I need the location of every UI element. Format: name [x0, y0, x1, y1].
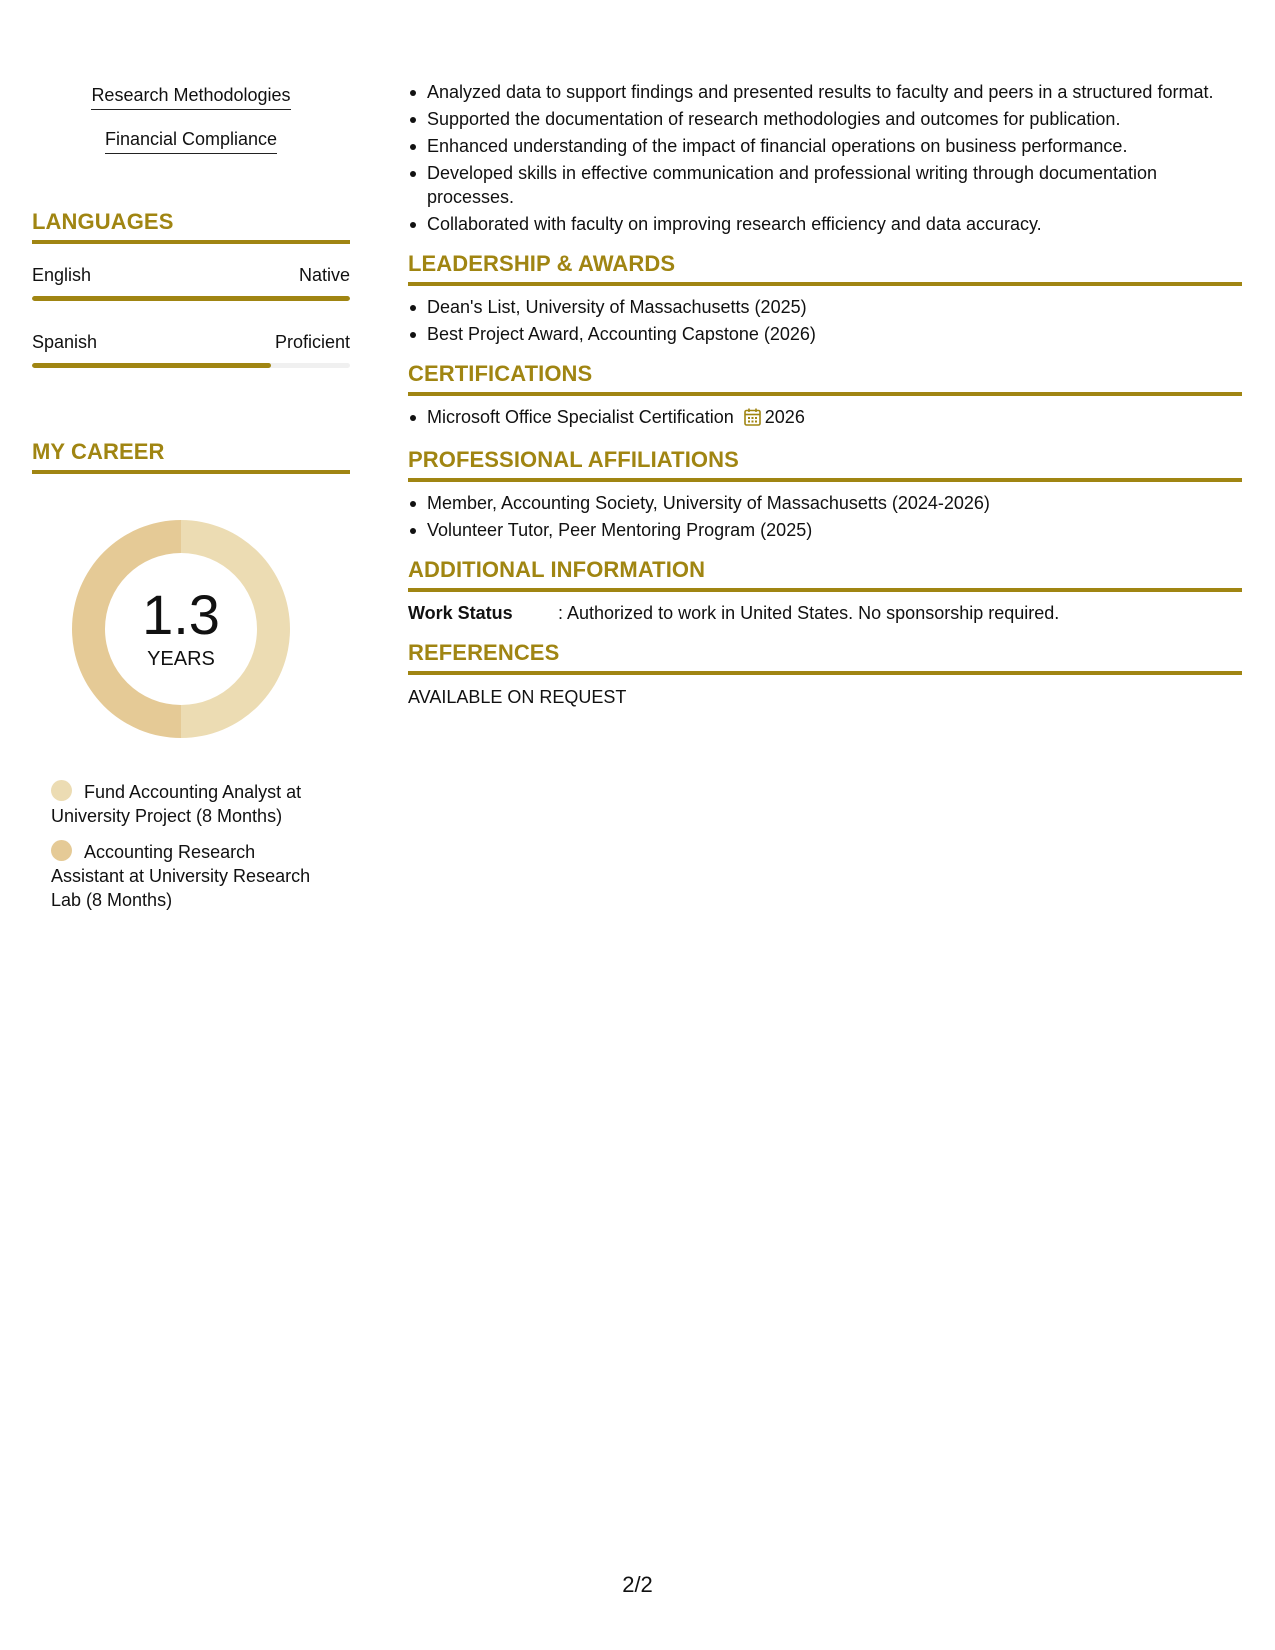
language-bar-fill: [32, 296, 350, 301]
list-item: Best Project Award, Accounting Capstone (2026): [427, 322, 1242, 346]
list-item: Collaborated with faculty on improving research efficiency and data accuracy.: [427, 212, 1242, 236]
list-item: Developed skills in effective communication and professional writing through documentation processes.: [427, 161, 1242, 209]
career-legend-label: Fund Accounting Analyst at University Project (8 Months): [51, 782, 302, 826]
language-name: Spanish: [32, 332, 98, 352]
language-bar-track: [32, 363, 350, 368]
language-bar-fill: [32, 363, 271, 368]
left-column: [32, 84, 350, 924]
skill-tags: [32, 84, 350, 172]
list-item: Member, Accounting Society, University of Massachusetts (2024-2026): [427, 491, 1242, 515]
leadership-list: [408, 295, 1242, 346]
languages-heading: LANGUAGES: [32, 208, 350, 244]
work-status-value: : Authorized to work in United States. No sponsorship required.: [558, 603, 1060, 623]
skill-tag: Research Methodologies: [91, 84, 290, 110]
career-heading: MY CAREER: [32, 438, 350, 474]
affiliations-list: [408, 491, 1242, 542]
language-row: [32, 331, 350, 368]
calendar-icon: [744, 408, 761, 432]
list-item: Volunteer Tutor, Peer Mentoring Program (2025): [427, 518, 1242, 542]
additional-info-heading: ADDITIONAL INFORMATION: [408, 556, 1242, 592]
career-total-unit: YEARS: [147, 648, 215, 670]
career-legend-item: [51, 840, 321, 912]
career-total-value: 1.3: [142, 583, 220, 646]
legend-dot: [51, 840, 72, 861]
list-item: Supported the documentation of research methodologies and outcomes for publication.: [427, 107, 1242, 131]
right-column: [408, 80, 1242, 709]
references-heading: REFERENCES: [408, 639, 1242, 675]
experience-bullets: [408, 80, 1242, 236]
work-status-row: [408, 601, 1242, 625]
list-item: Enhanced understanding of the impact of financial operations on business performance.: [427, 134, 1242, 158]
certification-year: 2026: [764, 407, 805, 427]
legend-dot: [51, 780, 72, 801]
affiliations-heading: PROFESSIONAL AFFILIATIONS: [408, 446, 1242, 482]
language-bar-track: [32, 296, 350, 301]
list-item: [427, 405, 1242, 432]
references-text: AVAILABLE ON REQUEST: [408, 687, 627, 707]
leadership-heading: LEADERSHIP & AWARDS: [408, 250, 1242, 286]
career-donut: [66, 514, 296, 744]
certifications-list: [408, 405, 1242, 432]
language-level: Native: [298, 265, 350, 285]
work-status-label: Work Status: [408, 603, 513, 623]
list-item: Dean's List, University of Massachusetts (2025): [427, 295, 1242, 319]
certification-name: Microsoft Office Specialist Certification: [427, 407, 734, 427]
career-legend-item: [51, 780, 321, 828]
skill-tag: Financial Compliance: [105, 128, 277, 154]
career-legend-label: Accounting Research Assistant at University Research Lab (8 Months): [51, 842, 311, 910]
career-legend: [51, 780, 321, 912]
language-row: [32, 264, 350, 301]
list-item: Analyzed data to support findings and presented results to faculty and peers in a structured format.: [427, 80, 1242, 104]
certifications-heading: CERTIFICATIONS: [408, 360, 1242, 396]
page-number: 2/2: [622, 1572, 653, 1597]
language-name: English: [32, 265, 92, 285]
language-level: Proficient: [274, 332, 350, 352]
